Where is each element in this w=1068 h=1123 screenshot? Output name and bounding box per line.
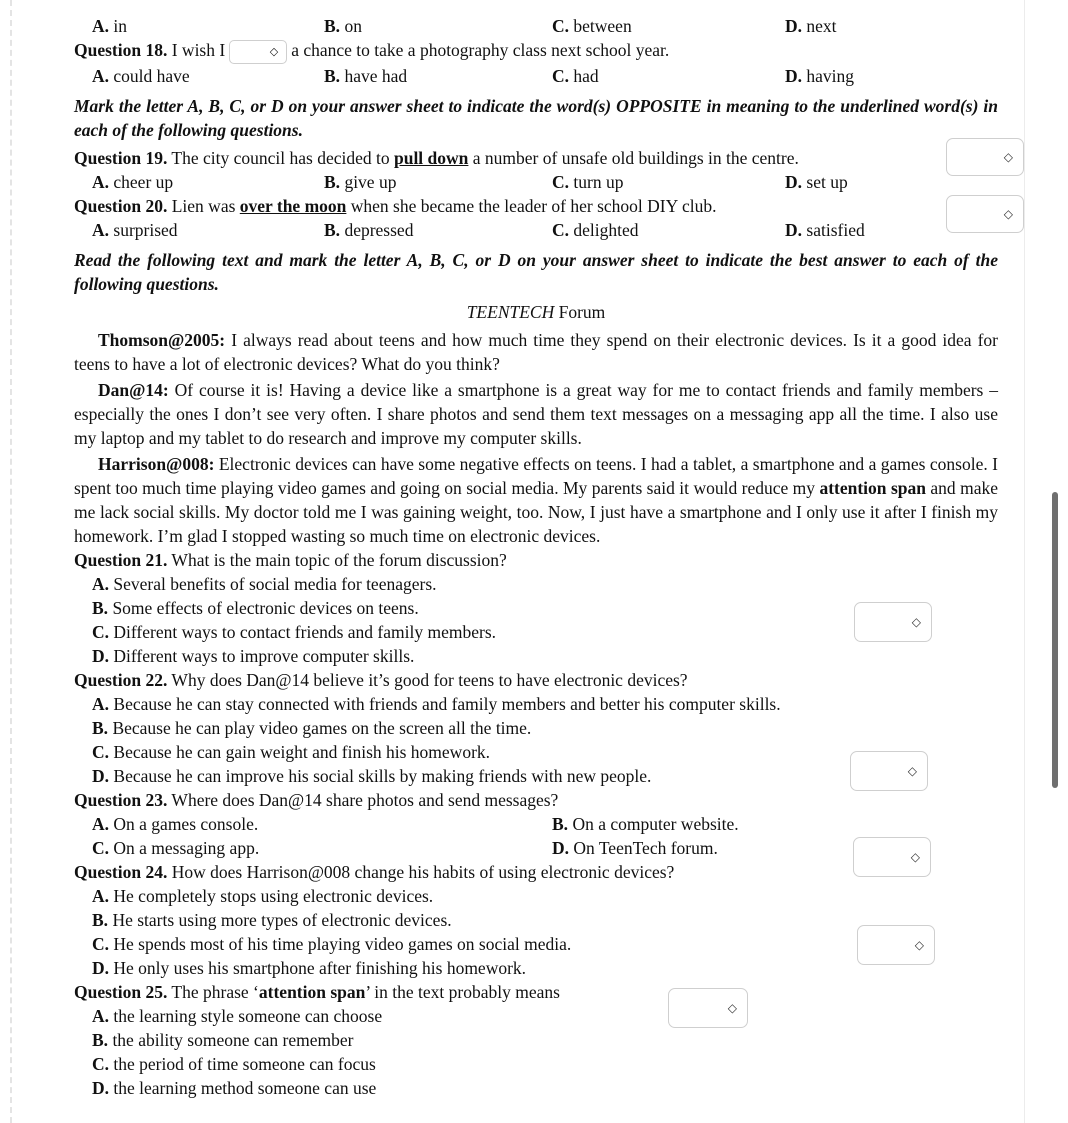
q23-options-row-1: A. On a games console. B. On a computer website.: [92, 813, 739, 834]
instruction-opposite: Mark the letter A, B, C, or D on your answer sheet to indicate the word(s) OPPOSITE in meaning to the underlined word(s) in each of the following questions.: [74, 95, 998, 140]
question-23: Question 23. Where does Dan@14 share photos and send messages?: [74, 789, 559, 810]
q24-answer-select[interactable]: [857, 925, 935, 965]
q21-option-d: D. Different ways to improve computer skills.: [92, 645, 415, 666]
q22-option-b: B. Because he can play video games on the screen all the time.: [92, 717, 532, 738]
q22-option-d: D. Because he can improve his social skills by making friends with new people.: [92, 765, 652, 786]
select-caret-icon: ◇: [727, 1001, 737, 1015]
q23-answer-select[interactable]: [853, 837, 931, 877]
q24-option-c: C. He spends most of his time playing video games on social media.: [92, 933, 572, 954]
q25-option-b: B. the ability someone can remember: [92, 1029, 354, 1050]
select-caret-icon: ◇: [911, 615, 921, 629]
question-18: Question 18. I wish I ◇ a chance to take a photography class next school year.: [74, 38, 998, 64]
q25-option-c: C. the period of time someone can focus: [92, 1053, 376, 1074]
forum-title: TEENTECH Forum: [466, 301, 606, 322]
question-22: Question 22. Why does Dan@14 believe it’s good for teens to have electronic devices?: [74, 669, 688, 690]
q24-option-a: A. He completely stops using electronic devices.: [92, 885, 434, 906]
q21-answer-select[interactable]: [854, 602, 932, 642]
q18-answer-select[interactable]: [229, 40, 287, 64]
forum-post-harrison: Harrison@008: Electronic devices can have some negative effects on teens. I had a tablet, a smartphone and a games console. I spent too much time playing video games and going on social media. My parents said it would reduce my attention span and make me lack social skills. My doctor told me I was gaining weight, too. Now, I just have a smartphone and I only use it after I finish my homework. I’m glad I stopped wasting so much time on electronic devices.: [74, 453, 999, 546]
question-19: Question 19. The city council has decided to pull down a number of unsafe old buildings in the centre.: [74, 147, 799, 168]
question-24: Question 24. How does Harrison@008 change his habits of using electronic devices?: [74, 861, 675, 882]
forum-post-dan: Dan@14: Of course it is! Having a device like a smartphone is a great way for me to contact friends and family members – especially the ones I don’t see very often. I share photos and send them text messages on a messaging app all the time. I also use my laptop and my tablet to do research and improve my computer skills.: [74, 379, 998, 448]
question-21: Question 21. What is the main topic of the forum discussion?: [74, 549, 507, 570]
q19-answer-select[interactable]: [946, 138, 1024, 176]
select-caret-icon: ◇: [907, 764, 917, 778]
q20-options: A. surprised B. depressed C. delighted D. satisfied: [92, 219, 865, 240]
right-margin-line: [1024, 0, 1025, 1123]
q19-options: A. cheer up B. give up C. turn up D. set up: [92, 171, 848, 192]
vertical-scrollbar[interactable]: [1052, 492, 1058, 788]
question-20: Question 20. Lien was over the moon when she became the leader of her school DIY club.: [74, 195, 717, 216]
q17-options: A. in B. on C. between D. next: [92, 16, 837, 36]
select-caret-icon: ◇: [1003, 207, 1013, 221]
q25-option-d: D. the learning method someone can use: [92, 1077, 377, 1098]
q22-option-c: C. Because he can gain weight and finish his homework.: [92, 741, 491, 762]
q24-option-b: B. He starts using more types of electronic devices.: [92, 909, 452, 930]
select-caret-icon: ◇: [914, 938, 924, 952]
select-caret-icon: ◇: [910, 850, 920, 864]
q22-answer-select[interactable]: [850, 751, 928, 791]
select-caret-icon: ◇: [269, 44, 279, 58]
q20-answer-select[interactable]: [946, 195, 1024, 233]
q21-option-a: A. Several benefits of social media for teenagers.: [92, 573, 437, 594]
instruction-read: Read the following text and mark the letter A, B, C, or D on your answer sheet to indicate the best answer to each of the following questions.: [74, 249, 998, 294]
left-margin-decoration: [10, 0, 12, 1123]
q24-option-d: D. He only uses his smartphone after finishing his homework.: [92, 957, 527, 978]
q18-options: A. could have B. have had C. had D. having: [92, 65, 855, 86]
forum-post-thomson: Thomson@2005: I always read about teens and how much time they spend on their electronic devices. Is it a good idea for teens to have a lot of electronic devices? What do you think?: [74, 329, 998, 374]
q25-option-a: A. the learning style someone can choose: [92, 1005, 383, 1026]
q25-answer-select[interactable]: [668, 988, 748, 1028]
q22-option-a: A. Because he can stay connected with friends and family members and better his computer skills.: [92, 693, 781, 714]
q23-options-row-2: C. On a messaging app. D. On TeenTech forum.: [92, 837, 718, 858]
question-25: Question 25. The phrase ‘attention span’ in the text probably means: [74, 981, 560, 1002]
q21-option-b: B. Some effects of electronic devices on teens.: [92, 597, 419, 618]
select-caret-icon: ◇: [1003, 150, 1013, 164]
q21-option-c: C. Different ways to contact friends and family members.: [92, 621, 496, 642]
